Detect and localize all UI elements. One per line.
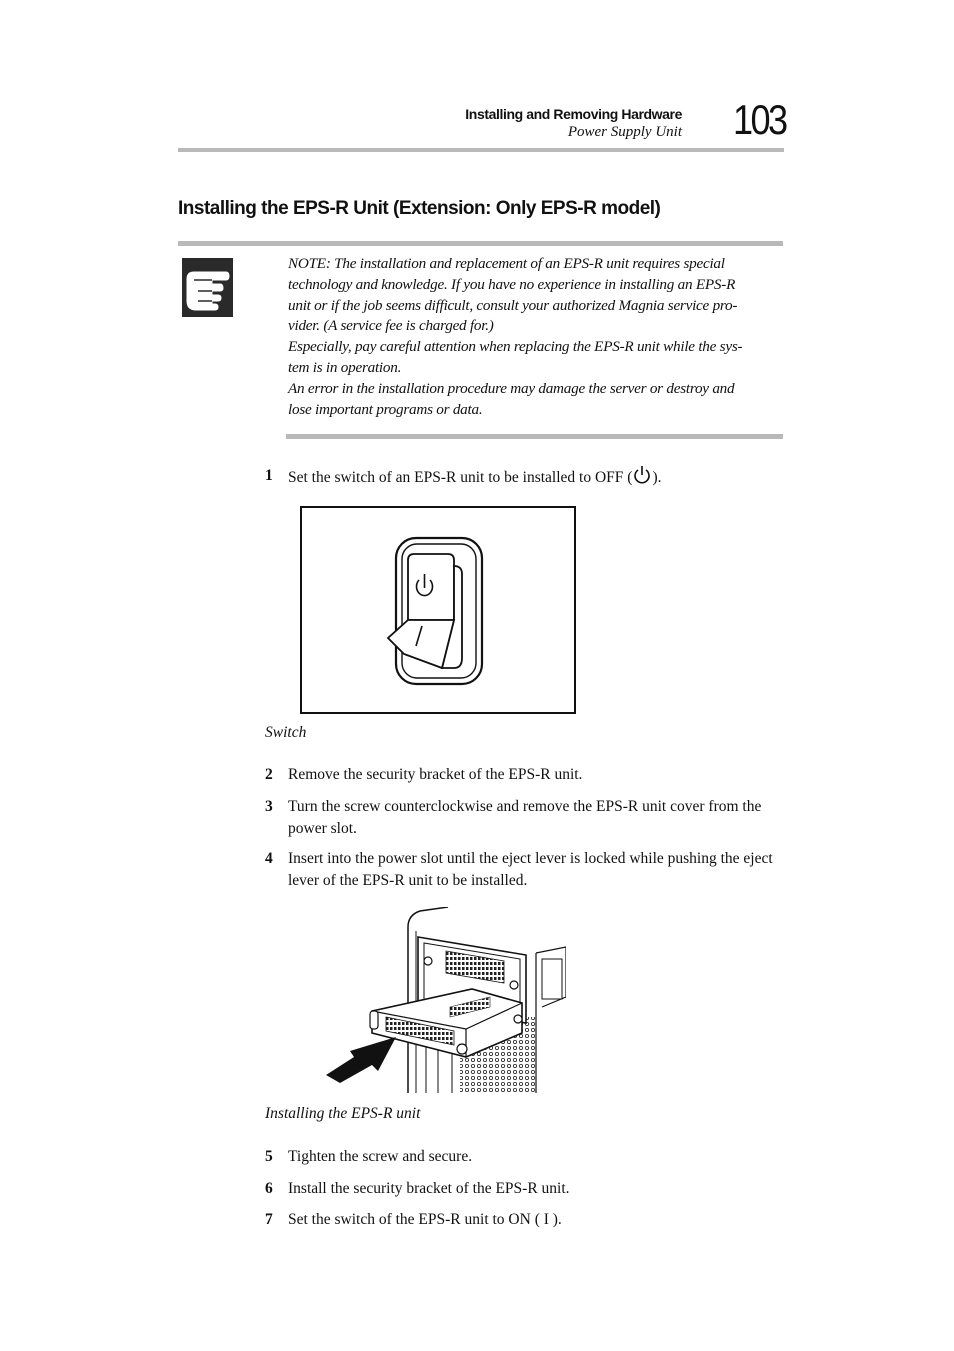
step-1 <box>265 465 785 489</box>
note-rule-top <box>178 241 783 246</box>
rocker-switch-illustration <box>302 508 574 712</box>
power-off-icon <box>632 465 652 485</box>
note-paragraph-2: Especially, pay careful attention when replacing the EPS-R unit while the sys-tem is in operation. <box>288 338 743 376</box>
step-text: Set the switch of the EPS-R unit to ON ( I ). <box>288 1211 562 1228</box>
step-6 <box>265 1178 785 1200</box>
step-number: 7 <box>265 1211 273 1228</box>
running-header-section: Installing and Removing Hardware <box>465 106 682 122</box>
step-text: Tighten the screw and secure. <box>288 1148 473 1165</box>
step-text: Remove the security bracket of the EPS-R unit. <box>288 766 583 783</box>
step-3 <box>265 796 785 839</box>
step-text: Set the switch of an EPS-R unit to be installed to OFF ( ). <box>288 465 785 489</box>
note-paragraph-3: An error in the installation procedure may damage the server or destroy and lose important programs or data. <box>288 379 735 418</box>
step-number: 5 <box>265 1148 273 1165</box>
step-7 <box>265 1209 785 1231</box>
header-rule <box>178 148 784 152</box>
step-text: Insert into the power slot until the eject lever is locked while pushing the eject lever of the EPS-R unit to be installed. <box>288 850 773 889</box>
pointing-hand-icon <box>182 258 233 317</box>
page-number: 103 <box>733 96 786 143</box>
step-5 <box>265 1146 785 1168</box>
step-number: 2 <box>265 766 273 783</box>
step-number: 4 <box>265 850 273 867</box>
step-number: 1 <box>265 467 273 484</box>
eps-figure-caption: Installing the EPS-R unit <box>265 1105 421 1122</box>
step-number: 3 <box>265 798 273 815</box>
note-rule-bottom <box>286 434 783 439</box>
step-4 <box>265 848 785 891</box>
eps-r-unit-illustration <box>326 907 566 1093</box>
note-text <box>288 254 758 420</box>
step-number: 6 <box>265 1180 273 1197</box>
running-header-subsection: Power Supply Unit <box>567 124 682 140</box>
step-2 <box>265 764 785 786</box>
switch-figure-caption: Switch <box>265 724 307 741</box>
section-heading: Installing the EPS-R Unit (Extension: Only EPS-R model) <box>178 198 661 219</box>
note-paragraph-1: NOTE: The installation and replacement of an EPS-R unit requires special technology and knowledge. If you have no experience in installing an EPS-R unit or if the job seems difficult, consult your authorized Magnia service pro-vider. (A service fee is charged for.) <box>288 255 738 335</box>
switch-figure <box>300 506 576 714</box>
step-text: Install the security bracket of the EPS-R unit. <box>288 1180 570 1197</box>
step-text: Turn the screw counterclockwise and remove the EPS-R unit cover from the power slot. <box>288 798 762 837</box>
